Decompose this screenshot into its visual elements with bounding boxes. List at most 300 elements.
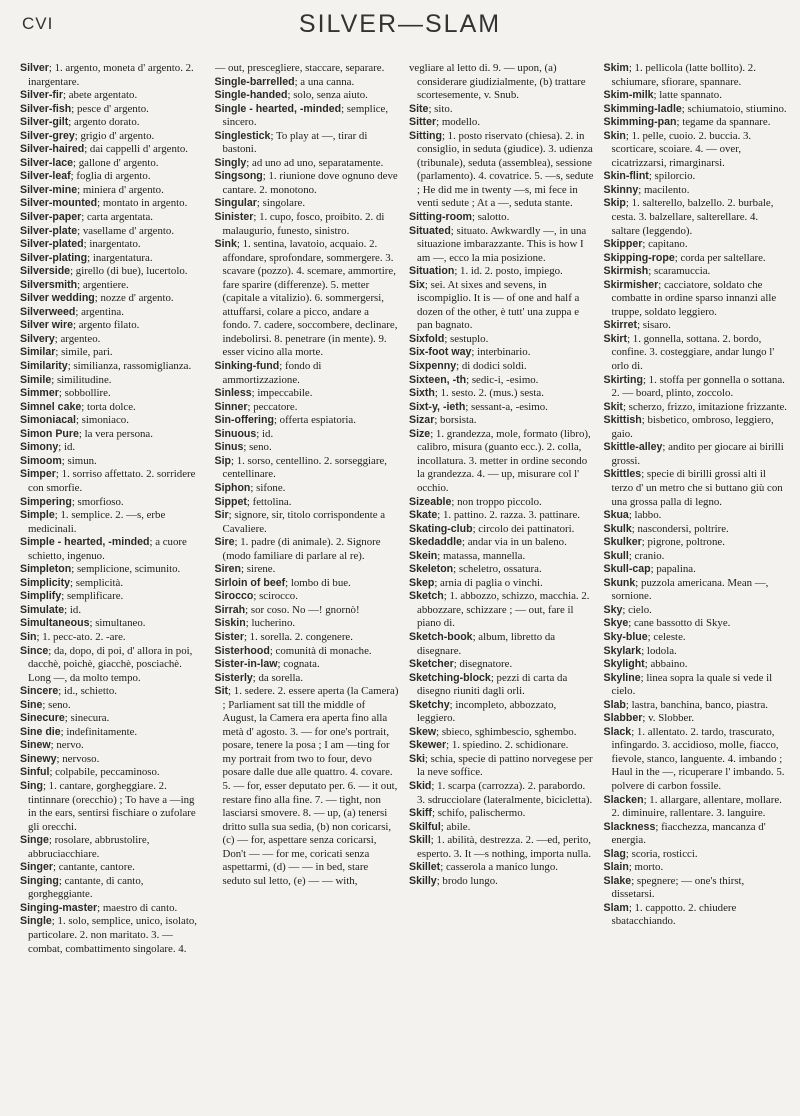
entry-definition: ; celeste.: [647, 630, 686, 643]
dictionary-entry: [604, 238, 789, 252]
entry-definition: ; schifo, palischermo.: [431, 807, 526, 820]
entry-definition: ; argentina.: [75, 305, 124, 318]
dictionary-entry: [409, 130, 594, 211]
entry-headword: Skim-milk: [603, 89, 654, 102]
entry-definition: vegliare al letto di. 9. — upon, (a) considerare giudizialmente, (b) trattare scortesemente, v. Snub.: [409, 62, 586, 102]
entry-headword: Simoom: [20, 454, 62, 467]
entry-headword: Sir: [214, 509, 229, 522]
entry-definition: ; circolo dei pattinatori.: [472, 522, 575, 535]
entry-definition: ; 1. grandezza, mole, formato (libro), calibro, misura (guanto ecc.). 2. colla, incollatura. 3. metter in ordine secondo la grandezza. 4. — up, misurare col l' occhio.: [417, 427, 591, 494]
entry-definition: ; nervo.: [50, 739, 84, 752]
dictionary-entry: [604, 62, 789, 89]
entry-definition: ; sessant-a, -esimo.: [465, 400, 548, 413]
dictionary-entry: [604, 902, 789, 929]
entry-headword: Situated: [409, 224, 451, 237]
dictionary-entry: [215, 130, 400, 157]
entry-definition: ; peccatore.: [247, 400, 298, 413]
entry-definition: ; singolare.: [256, 197, 306, 210]
entry-headword: Sinewy: [20, 752, 57, 765]
entry-definition: ; 1. posto riservato (chiesa). 2. in consiglio, in seduta (giudice). 3. udienza (tribunale), seduta (assemblea), sessione (parlamento). 4. covatrice. 5. —s, sedute ; He did me in twenty —s, mi fece in venti sedute ; At a —, seduta stante.: [417, 129, 594, 210]
entry-definition: ; abete argentato.: [62, 89, 138, 102]
dictionary-entry: [20, 577, 205, 591]
entry-definition: ; offerta espiatoria.: [273, 414, 356, 427]
entry-definition: ; seno.: [42, 698, 71, 711]
dictionary-entry: [409, 387, 594, 401]
entry-definition: ; foglia di argento.: [70, 170, 151, 183]
entry-definition: ; sito.: [428, 102, 453, 115]
entry-headword: Silver wire: [20, 319, 73, 332]
dictionary-entry: [604, 821, 789, 848]
dictionary-entry: [20, 170, 205, 184]
entry-definition: ; papalina.: [650, 563, 696, 576]
entry-headword: Silver-plated: [20, 238, 84, 251]
entry-headword: Sister-in-law: [214, 658, 278, 671]
entry-headword: Sire: [214, 536, 235, 549]
dictionary-entry: [20, 766, 205, 780]
dictionary-entry: [20, 333, 205, 347]
entry-definition: ; 1. sesto. 2. (mus.) sesta.: [434, 387, 544, 400]
entry-headword: Singly: [214, 156, 247, 169]
entry-headword: Siren: [214, 563, 241, 576]
entry-headword: Slam: [603, 901, 629, 914]
entry-headword: Skittle-alley: [603, 441, 663, 454]
entry-definition: ; bisbetico, ombroso, leggiero, gaio.: [611, 414, 774, 440]
dictionary-entry: [604, 617, 789, 631]
dictionary-entry: [409, 211, 594, 225]
dictionary-entry: [215, 387, 400, 401]
entry-headword: Skew: [409, 725, 437, 738]
column-1: [20, 62, 205, 1110]
entry-definition: ; nozze d' argento.: [94, 292, 174, 305]
dictionary-entry: [409, 62, 594, 103]
entry-definition: ; pezzi di carta da disegno riuniti dagli orli.: [417, 671, 568, 698]
entry-headword: Sketchy: [409, 698, 450, 711]
dictionary-entry: [20, 590, 205, 604]
entry-definition: ; girello (di bue), lucertolo.: [70, 265, 188, 278]
entry-headword: Sinner: [214, 400, 248, 413]
dictionary-entry: [20, 414, 205, 428]
dictionary-entry: [409, 265, 594, 279]
entry-headword: Silver-paper: [20, 211, 82, 224]
entry-headword: Skip: [603, 197, 626, 210]
dictionary-entry: [215, 441, 400, 455]
entry-definition: — out, prescegliere, staccare, separare.: [214, 62, 385, 74]
entry-headword: Skull: [603, 549, 629, 562]
entry-headword: Single-handed: [214, 89, 288, 102]
entry-definition: ; sestuplo.: [444, 332, 489, 345]
entry-headword: Skedaddle: [409, 536, 462, 549]
entry-headword: Slabber: [603, 712, 643, 725]
dictionary-entry: [215, 563, 400, 577]
entry-headword: Slack: [603, 725, 632, 738]
entry-headword: Silvery: [20, 332, 55, 345]
dictionary-entry: [409, 428, 594, 496]
entry-headword: Skin-flint: [603, 170, 649, 183]
entry-definition: ; 1. semplice. 2. —s, erbe medicinali.: [28, 509, 166, 535]
entry-headword: Sixth: [409, 387, 435, 400]
entry-headword: Skunk: [603, 576, 636, 589]
dictionary-entry: [20, 753, 205, 767]
entry-headword: Silver-mine: [20, 183, 78, 196]
dictionary-entry: [215, 590, 400, 604]
entry-headword: Silver-fir: [20, 89, 63, 102]
dictionary-entry: [604, 130, 789, 171]
dictionary-entry: [409, 103, 594, 117]
dictionary-entry: [215, 658, 400, 672]
entry-definition: ; lastra, banchina, banco, piastra.: [625, 698, 768, 711]
entry-headword: Simile: [20, 373, 52, 386]
entry-headword: Sky-blue: [603, 630, 648, 643]
dictionary-entry: [215, 62, 400, 76]
dictionary-columns: [20, 62, 788, 1110]
entry-definition: ; maestro di canto.: [97, 901, 178, 914]
dictionary-entry: [215, 496, 400, 510]
entry-headword: Sing: [20, 779, 43, 792]
entry-definition: ; casserola a manico lungo.: [440, 861, 558, 874]
entry-headword: Size: [409, 427, 431, 440]
entry-headword: Sitting: [409, 129, 442, 142]
entry-definition: ; To play at —, tirar di bastoni.: [222, 129, 368, 156]
entry-definition: ; arnia di paglia o vinchi.: [434, 576, 543, 589]
dictionary-entry: [409, 523, 594, 537]
entry-headword: Skid: [409, 779, 432, 792]
dictionary-entry: [409, 861, 594, 875]
entry-definition: ; 1. id. 2. posto, impiego.: [454, 265, 563, 278]
entry-headword: Silver-gilt: [20, 116, 69, 129]
entry-definition: ; di dodici soldi.: [456, 360, 527, 373]
dictionary-entry: [20, 62, 205, 89]
entry-definition: ; vasellame d' argento.: [77, 224, 175, 237]
entry-definition: ; cacciatore, soldato che combatte in ordine sparso innanzi alle truppe, soldato leggiero.: [611, 278, 777, 318]
entry-definition: ; 1. gonnella, sottana. 2. bordo, confine. 3. costeggiare, andar lungo l' orlo di.: [611, 332, 775, 373]
entry-definition: ; scirocco.: [253, 590, 298, 603]
dictionary-entry: [409, 672, 594, 699]
entry-headword: Sketcher: [409, 658, 454, 671]
dictionary-entry: [20, 252, 205, 266]
dictionary-entry: [409, 333, 594, 347]
entry-headword: Silver wedding: [20, 292, 95, 305]
dictionary-entry: [20, 89, 205, 103]
entry-definition: ; 1. sentina, lavatoio, acquaio. 2. affondare, sprofondare, sommergere. 3. scavare (pozzo). 4. scemare, ammortire, fare sparire (differenze). 5. metter (capitale a vitalizio). 6. sommergersi, attuffarsi, colare a picco, andare a fondo. 7. cadere, soccombere, declinare, indebolirsi. 8. penetrare (in mente). 9. esser vicino alla morte.: [222, 238, 398, 359]
entry-headword: Sisterhood: [214, 644, 270, 657]
entry-headword: Sizeable: [409, 495, 452, 508]
entry-headword: Sin: [20, 630, 37, 643]
dictionary-entry: [20, 685, 205, 699]
entry-definition: ; macilento.: [638, 183, 690, 196]
entry-headword: Skirmish: [603, 265, 649, 278]
entry-headword: Sixteen, -th: [409, 373, 467, 386]
entry-definition: ; fondo di ammortizzazione.: [222, 360, 322, 386]
entry-headword: Skate: [409, 509, 438, 522]
dictionary-entry: [604, 536, 789, 550]
entry-definition: ; 1. sedere. 2. essere aperta (la Camera) ; Parliament sat till the middle of August, la Camera era aperta fino alla metà d' agosto. 3. — for one's portrait, posare, tenere la posa ; I am —ting for my portrait from two to four, devo posare dalle due alle quattro. 4. covare. 5. — for, esser deputato per. 6. — it out, restare fino alla fine. 7. — tight, non lasciarsi smovere. 8. — up, (a) tenersi dritto sulla sua sedia, (b) non coricarsi, (c) — for, aspettare senza coricarsi, Don't — — for me, coricati senza aspettarmi, (d) — — in bed, stare seduto sul letto, (e) — — with,: [222, 685, 399, 887]
dictionary-entry: [20, 536, 205, 563]
dictionary-entry: [20, 617, 205, 631]
entry-headword: Silverweed: [20, 305, 76, 318]
dictionary-entry: [215, 211, 400, 238]
entry-headword: Skim: [603, 62, 629, 74]
entry-definition: ; sobbollire.: [58, 387, 111, 400]
entry-headword: Skilful: [409, 820, 441, 833]
entry-headword: Slab: [603, 698, 626, 711]
dictionary-entry: [409, 726, 594, 740]
entry-headword: Sinking-fund: [214, 360, 280, 373]
entry-definition: ; semplice, sincero.: [222, 102, 389, 129]
dictionary-entry: [20, 875, 205, 902]
entry-headword: Silver: [20, 62, 49, 74]
entry-definition: ; 1. salterello, balzello. 2. burbale, cesta. 3. balzellare, salterellare. 4. saltare (leggendo).: [611, 197, 774, 237]
entry-definition: ; argento filato.: [73, 319, 140, 332]
dictionary-entry: [604, 699, 789, 713]
dictionary-entry: [604, 414, 789, 441]
dictionary-entry: [20, 563, 205, 577]
entry-definition: ; gallone d' argento.: [73, 156, 159, 169]
entry-headword: Ski: [409, 752, 425, 765]
dictionary-entry: [20, 739, 205, 753]
dictionary-entry: [215, 577, 400, 591]
dictionary-entry: [409, 739, 594, 753]
entry-headword: Singlestick: [214, 129, 271, 142]
entry-headword: Skull-cap: [603, 563, 651, 576]
dictionary-entry: [215, 401, 400, 415]
entry-headword: Skimming-pan: [603, 116, 677, 129]
column-3: [409, 62, 594, 1110]
entry-definition: ; lodola.: [641, 644, 677, 657]
dictionary-entry: [20, 211, 205, 225]
entry-headword: Sinister: [214, 211, 254, 224]
dictionary-entry: [215, 672, 400, 686]
entry-headword: Sine: [20, 698, 43, 711]
entry-definition: ; disegnatore.: [453, 658, 513, 671]
dictionary-entry: [215, 631, 400, 645]
entry-definition: ; ad uno ad uno, separatamente.: [246, 156, 384, 169]
dictionary-entry: [20, 441, 205, 455]
entry-headword: Simple - hearted, -minded: [20, 536, 150, 549]
entry-headword: Skipper: [603, 238, 643, 251]
entry-definition: ; borsista.: [434, 414, 477, 427]
entry-definition: ; fiacchezza, mancanza d' energia.: [611, 820, 766, 847]
dictionary-entry: [409, 875, 594, 889]
dictionary-entry: [20, 509, 205, 536]
entry-definition: ; dai cappelli d' argento.: [84, 143, 189, 156]
entry-definition: ; andito per giocare ai birilli grossi.: [611, 441, 784, 467]
dictionary-entry: [215, 76, 400, 90]
entry-headword: Silver-plating: [20, 251, 88, 264]
dictionary-entry: [409, 577, 594, 591]
dictionary-entry: [20, 455, 205, 469]
entry-headword: Skiff: [409, 807, 432, 820]
dictionary-entry: [409, 699, 594, 726]
entry-definition: ; andar via in un baleno.: [462, 536, 567, 549]
entry-definition: ; sirene.: [241, 563, 276, 576]
entry-definition: ; 1. padre (di animale). 2. Signore (modo familiare di parlare al re).: [222, 536, 381, 562]
dictionary-entry: [604, 319, 789, 333]
dictionary-entry: [604, 875, 789, 902]
entry-definition: ; sinecura.: [64, 712, 110, 725]
entry-headword: Sixt-y, -ieth: [409, 400, 466, 413]
entry-headword: Skillet: [409, 861, 441, 874]
entry-headword: Sirrah: [214, 603, 246, 616]
column-2: [215, 62, 400, 1110]
dictionary-entry: [604, 604, 789, 618]
entry-definition: ; argentiere.: [77, 278, 129, 291]
entry-definition: ; capitano.: [642, 238, 688, 251]
dictionary-entry: [20, 645, 205, 686]
dictionary-entry: [20, 306, 205, 320]
entry-headword: Similar: [20, 346, 56, 359]
entry-definition: ; comunità di monache.: [269, 644, 372, 657]
dictionary-entry: [215, 617, 400, 631]
entry-definition: ; simun.: [61, 454, 97, 467]
dictionary-entry: [604, 197, 789, 238]
entry-definition: ; situato. Awkwardly —, in una situazione imbarazzante. This is how I am —, ecco la mia posizione.: [417, 224, 587, 264]
entry-headword: Sister: [214, 630, 244, 643]
dictionary-entry: [20, 915, 205, 956]
dictionary-entry: [604, 170, 789, 184]
entry-definition: ; inargentatura.: [87, 251, 153, 264]
entry-headword: Skit: [603, 400, 623, 413]
entry-headword: Skin: [603, 129, 626, 142]
entry-definition: ; latte spannato.: [653, 89, 722, 102]
entry-definition: ; morto.: [628, 861, 664, 874]
entry-definition: ; id.: [256, 427, 274, 440]
dictionary-entry: [409, 536, 594, 550]
entry-headword: Skill: [409, 834, 431, 847]
entry-definition: ; 1. pellicola (latte bollito). 2. schiumare, sfiorare, spannare.: [611, 62, 756, 88]
entry-headword: Skittish: [603, 414, 642, 427]
dictionary-entry: [409, 753, 594, 780]
dictionary-entry: [604, 441, 789, 468]
entry-headword: Single-barrelled: [214, 75, 295, 88]
entry-headword: Skylight: [603, 658, 645, 671]
page-header: [0, 0, 800, 50]
dictionary-entry: [215, 482, 400, 496]
dictionary-entry: [20, 374, 205, 388]
dictionary-entry: [604, 116, 789, 130]
dictionary-entry: [604, 712, 789, 726]
entry-headword: Skyline: [603, 671, 641, 684]
dictionary-entry: [215, 536, 400, 563]
entry-headword: Singular: [214, 197, 257, 210]
dictionary-entry: [20, 401, 205, 415]
entry-headword: Singsong: [214, 170, 263, 183]
dictionary-entry: [604, 726, 789, 794]
entry-headword: Singe: [20, 834, 49, 847]
entry-headword: Situation: [409, 265, 455, 278]
entry-headword: Sinless: [214, 387, 252, 400]
entry-definition: ; schia, specie di pattino norvegese per la neve soffice.: [417, 752, 593, 779]
entry-headword: Slackness: [603, 820, 656, 833]
entry-headword: Silver-mounted: [20, 197, 98, 210]
entry-definition: ; 1. pelle, cuoio. 2. buccia. 3. scorticare, scoiare. 4. — over, cicatrizzarsi, rimarginarsi.: [611, 129, 752, 169]
dictionary-entry: [20, 726, 205, 740]
entry-definition: ; colpabile, peccaminoso.: [49, 766, 160, 779]
entry-definition: ; sei. At sixes and sevens, in iscompiglio. It is — of one and half a dozen of the other, è tutt' una zuppa e pan bagnato.: [417, 278, 580, 332]
entry-definition: ; 1. scarpa (carrozza). 2. parabordo. 3. sdrucciolare (lateralmente, bicicletta).: [417, 779, 593, 806]
dictionary-entry: [604, 279, 789, 320]
entry-definition: ; argenteo.: [54, 332, 101, 345]
entry-headword: Sketch: [409, 590, 444, 603]
dictionary-entry: [215, 685, 400, 888]
entry-headword: Silver-fish: [20, 102, 72, 115]
dictionary-entry: [604, 468, 789, 509]
entry-headword: Sitter: [409, 116, 437, 129]
entry-definition: ; sor coso. No —! gnornò!: [245, 603, 360, 616]
entry-definition: ; id.: [64, 603, 82, 616]
dictionary-entry: [20, 116, 205, 130]
entry-definition: ; spilorcio.: [648, 170, 696, 183]
entry-definition: ; 1. sorriso affettato. 2. sorridere con smorfie.: [28, 468, 196, 494]
entry-headword: Silver-leaf: [20, 170, 71, 183]
entry-definition: ; 1. sorso, centellino. 2. sorseggiare, centellinare.: [222, 454, 387, 481]
dictionary-entry: [409, 279, 594, 333]
entry-headword: Silver-grey: [20, 129, 75, 142]
dictionary-entry: [604, 550, 789, 564]
dictionary-entry: [20, 197, 205, 211]
entry-headword: Six: [409, 278, 425, 291]
dictionary-entry: [604, 672, 789, 699]
dictionary-entry: [20, 468, 205, 495]
entry-headword: Skein: [409, 549, 438, 562]
entry-headword: Simon Pure: [20, 427, 79, 440]
entry-headword: Singing: [20, 874, 59, 887]
entry-definition: ; rosolare, abbrustolire, abbruciacchiare.: [28, 834, 150, 860]
entry-headword: Simpering: [20, 495, 72, 508]
entry-definition: ; lucherino.: [245, 617, 296, 630]
entry-headword: Sketching-block: [409, 671, 491, 684]
entry-definition: ; labbo.: [628, 509, 662, 522]
entry-definition: ; cane bassotto di Skye.: [628, 617, 731, 630]
entry-headword: Skeleton: [409, 563, 454, 576]
entry-definition: ; simultaneo.: [89, 617, 146, 630]
entry-headword: Sirocco: [214, 590, 254, 603]
dictionary-entry: [20, 834, 205, 861]
entry-definition: ; abbaino.: [644, 658, 688, 671]
entry-definition: ; puzzola americana. Mean —, sornione.: [611, 576, 769, 603]
entry-headword: Sinful: [20, 766, 50, 779]
dictionary-entry: [409, 658, 594, 672]
entry-definition: ; linea sopra la quale si vede il cielo.: [611, 671, 773, 698]
entry-headword: Singer: [20, 861, 53, 874]
entry-headword: Sketch-book: [409, 630, 473, 643]
dictionary-entry: [20, 712, 205, 726]
entry-headword: Simnel cake: [20, 400, 82, 413]
entry-headword: Skirmisher: [603, 278, 659, 291]
dictionary-entry: [409, 116, 594, 130]
dictionary-entry: [604, 103, 789, 117]
entry-definition: ; sbieco, sghimbescio, sghembo.: [436, 725, 577, 738]
dictionary-entry: [604, 509, 789, 523]
entry-headword: Skimming-ladle: [603, 102, 682, 115]
entry-headword: Sixfold: [409, 332, 445, 345]
entry-headword: Sip: [214, 454, 231, 467]
dictionary-entry: [604, 577, 789, 604]
entry-headword: Sinew: [20, 739, 51, 752]
entry-headword: Slake: [603, 874, 632, 887]
dictionary-entry: [409, 563, 594, 577]
entry-definition: ; cielo.: [622, 603, 652, 616]
entry-definition: ; 1. pattino. 2. razza. 3. pattinare.: [437, 509, 581, 522]
entry-definition: ; scheletro, ossatura.: [453, 563, 542, 576]
dictionary-entry: [604, 563, 789, 577]
entry-headword: Simultaneous: [20, 617, 90, 630]
dictionary-entry: [20, 631, 205, 645]
entry-definition: ; cantante, di canto, gorgheggiante.: [28, 874, 144, 901]
entry-definition: ; matassa, mannella.: [437, 549, 526, 562]
dictionary-entry: [604, 794, 789, 821]
entry-definition: ; 1. argento, moneta d' argento. 2. inargentare.: [28, 62, 194, 88]
dictionary-entry: [409, 414, 594, 428]
